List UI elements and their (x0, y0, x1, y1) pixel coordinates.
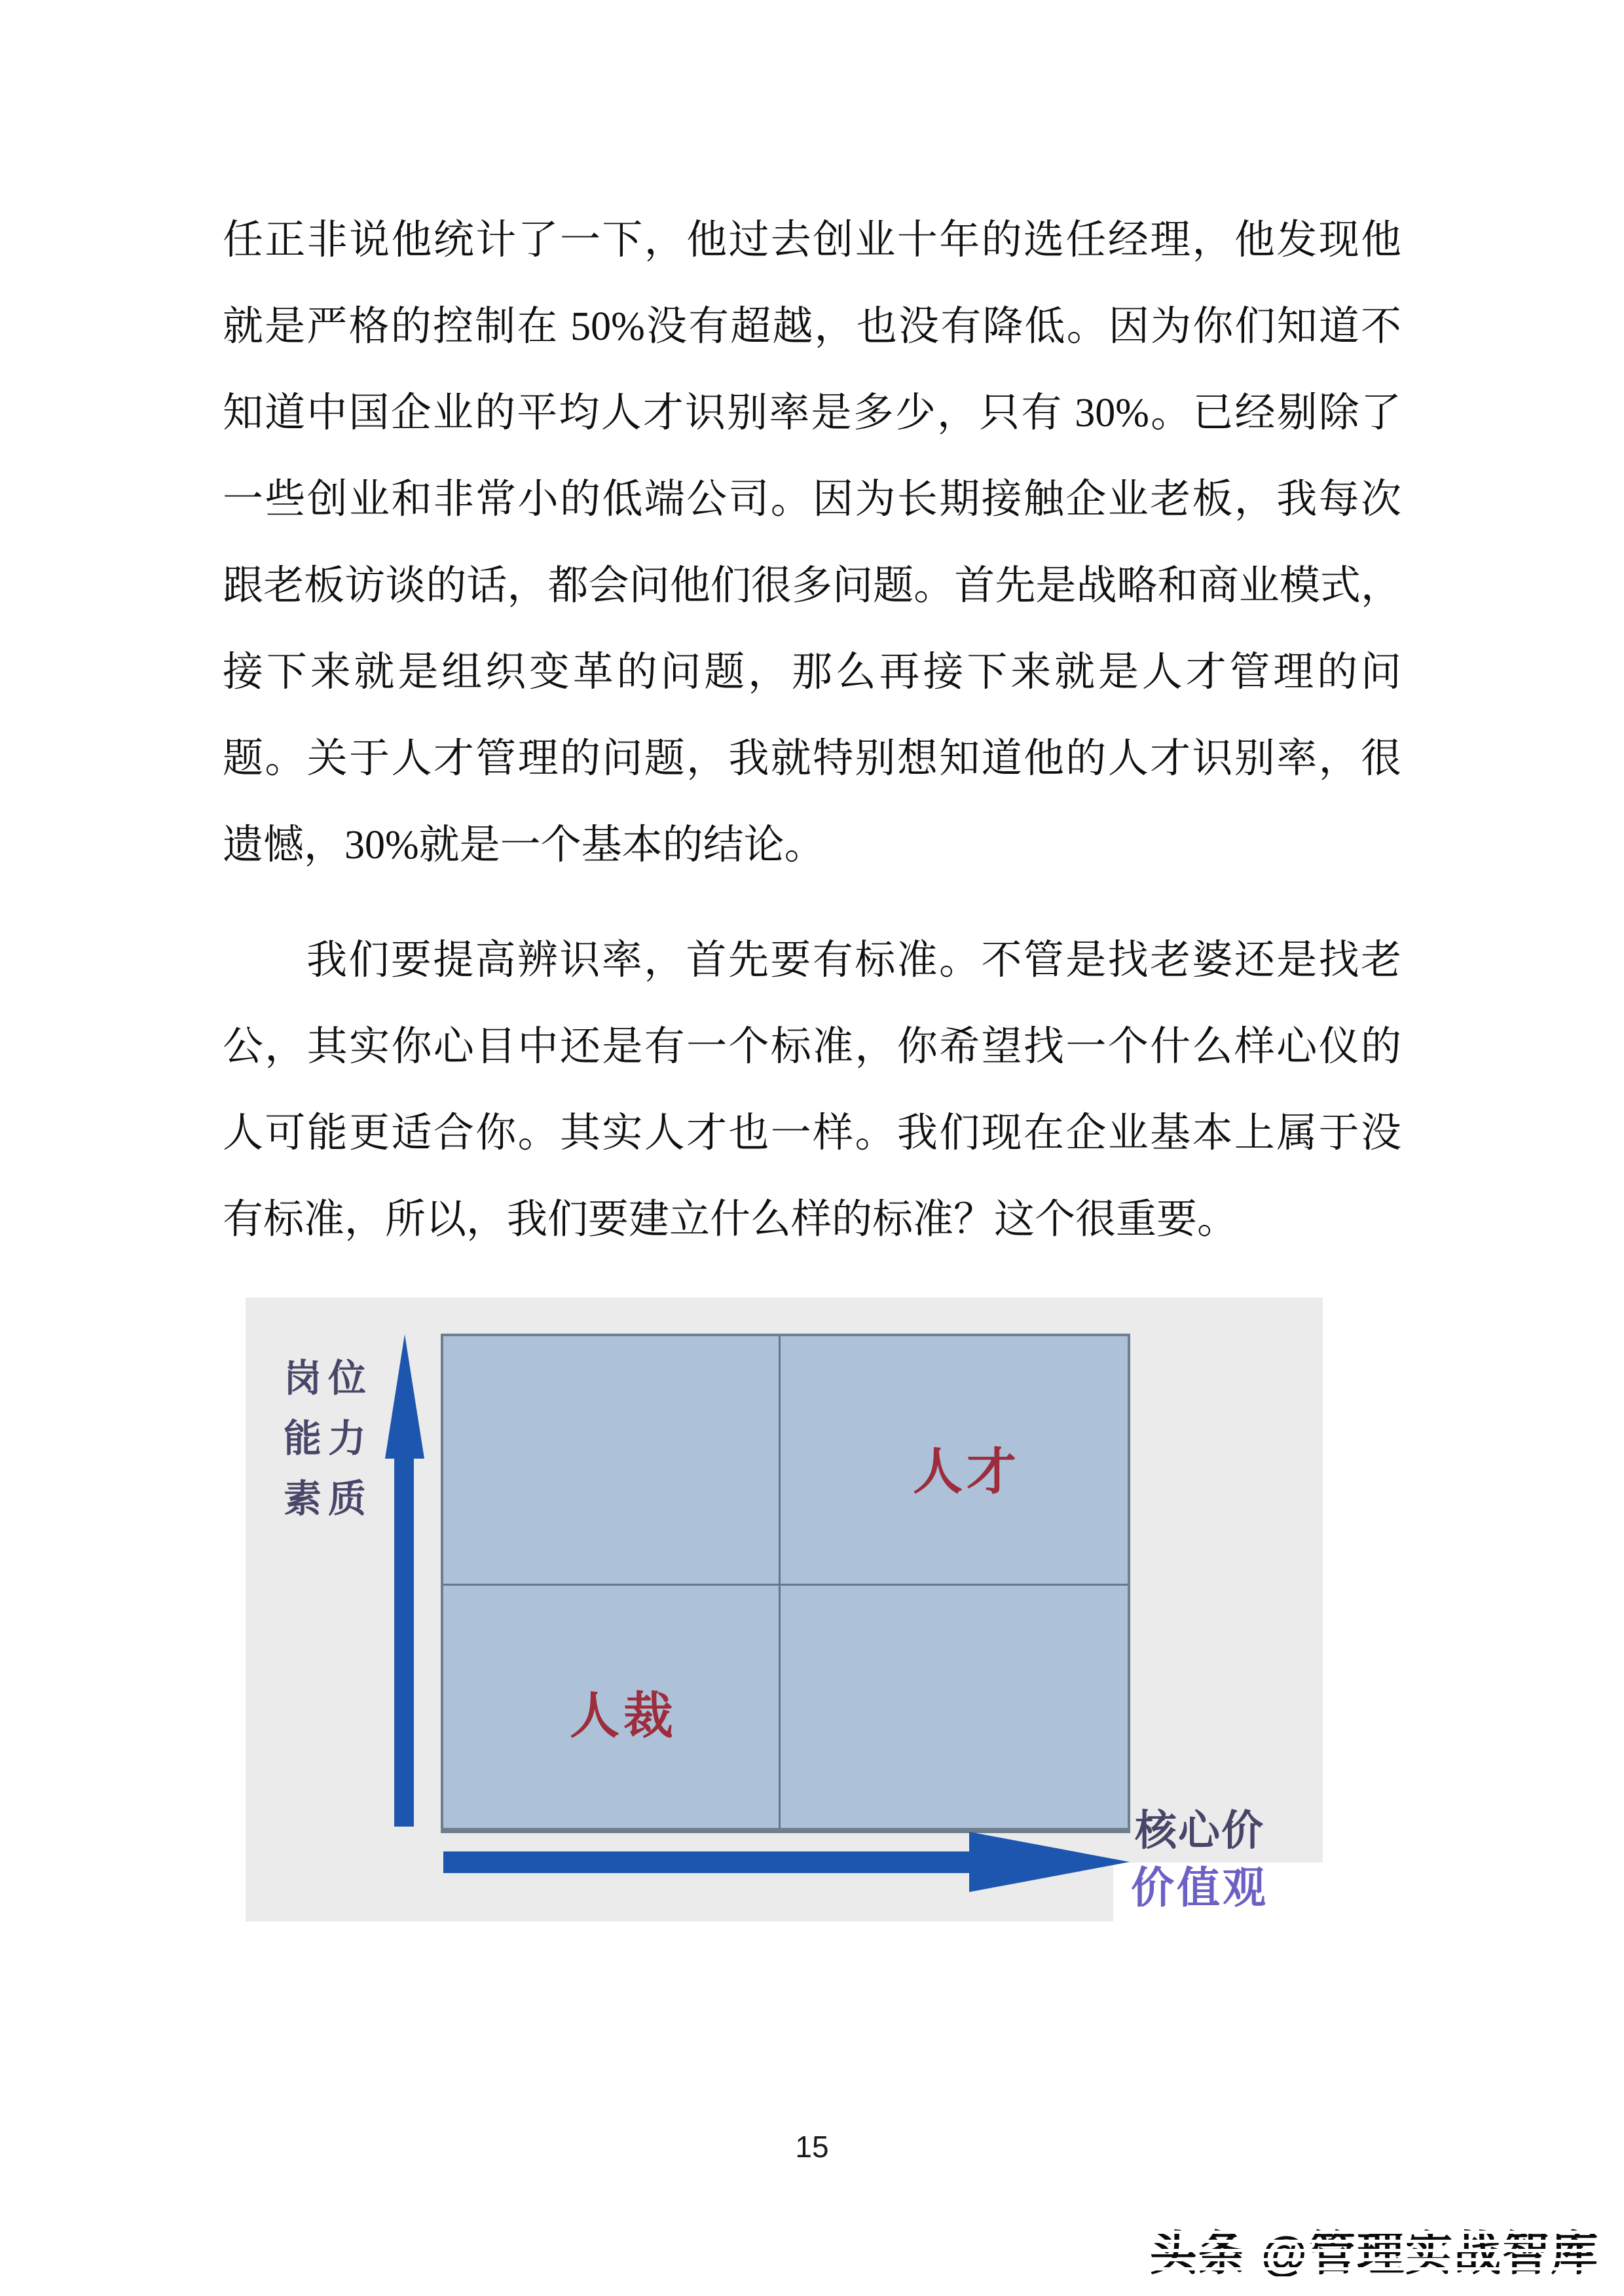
watermark-text: 头条 @管理实战智库 (1150, 2215, 1599, 2284)
body-text-line: 遗憾，30%就是一个基本的结论。 (223, 823, 825, 867)
matrix-grid (441, 1334, 1130, 1833)
x-axis-label-values: 价值观 (1131, 1863, 1268, 1912)
body-text-line: 公，其实你心目中还是有一个标准，你希望找一个什么样心仪的 (223, 1025, 1401, 1069)
talent-matrix-figure (246, 1298, 1323, 1922)
body-text-line: 接下来就是组织变革的问题，那么再接下来就是人才管理的问 (223, 650, 1401, 695)
body-text-line: 一些创业和非常小的低端公司。因为长期接触企业老板，我每次 (223, 477, 1401, 522)
y-axis-arrow-icon (385, 1334, 424, 1459)
body-text-line: 任正非说他统计了一下，他过去创业十年的选任经理，他发现他 (223, 218, 1401, 263)
y-axis-label (284, 1349, 375, 1529)
paragraph-2 (223, 917, 1401, 1263)
x-axis-label: 核心价 (1135, 1807, 1264, 1854)
matrix-horizontal-divider (443, 1584, 1128, 1586)
matrix-vertical-divider (779, 1336, 781, 1828)
y-axis-arrow-shaft (394, 1457, 414, 1827)
body-text-line: 人可能更适合你。其实人才也一样。我们现在企业基本上属于没 (223, 1111, 1401, 1156)
quadrant-label-fire: 人裁 (570, 1688, 677, 1744)
quadrant-label-talent: 人才 (913, 1444, 1020, 1500)
body-text-line: 就是严格的控制在 50%没有超越，也没有降低。因为你们知道不 (223, 304, 1401, 349)
x-axis-arrow-shaft (443, 1851, 972, 1873)
body-text-line: 题。关于人才管理的问题，我就特别想知道他的人才识别率，很 (223, 737, 1401, 781)
page-number: 15 (795, 2130, 829, 2164)
y-axis-label-line: 岗位 (284, 1357, 373, 1400)
y-axis-label-line: 能力 (284, 1417, 373, 1460)
x-axis-arrow-icon (969, 1832, 1130, 1892)
body-text-line: 有标准，所以，我们要建立什么样的标准？这个很重要。 (223, 1197, 1238, 1242)
body-text-line: 知道中国企业的平均人才识别率是多少，只有 30%。已经剔除了 (223, 391, 1401, 435)
body-text-line: 我们要提高辨识率，首先要有标准。不管是找老婆还是找老 (306, 938, 1401, 983)
y-axis-label-line: 素质 (284, 1478, 373, 1520)
body-text-line: 跟老板访谈的话，都会问他们很多问题。首先是战略和商业模式， (223, 564, 1401, 608)
paragraph-1 (223, 197, 1401, 888)
